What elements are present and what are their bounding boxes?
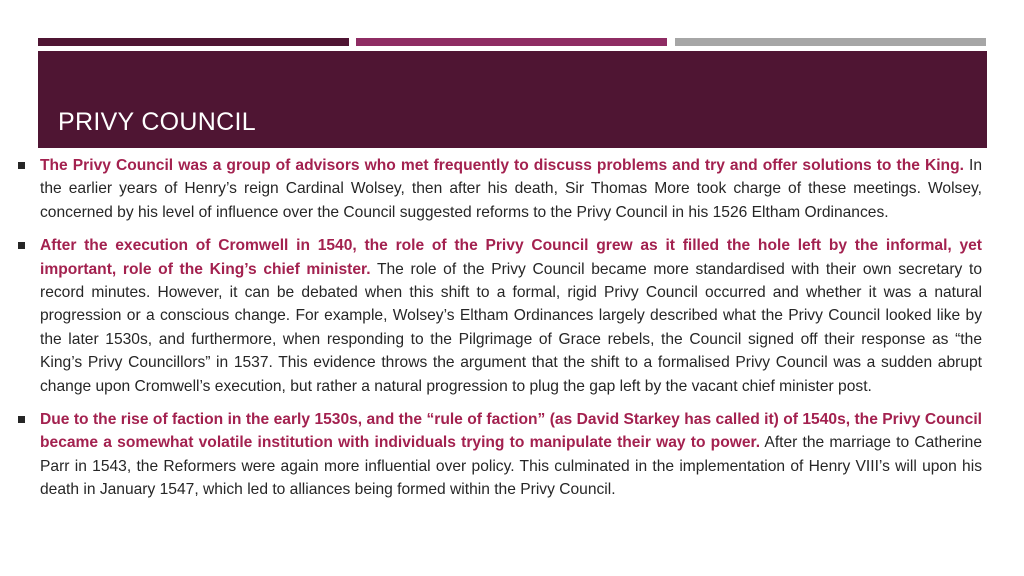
bullet-highlight-text: The Privy Council was a group of advisors who met frequently to discuss problems and try and offer solutions to the King. — [40, 157, 964, 174]
bullet-highlight-text: After the execution of Cromwell in 1540, the role of the Privy Council grew as it filled the hole left by the informal, yet important, role of the King’s chief minister. — [40, 237, 982, 278]
bullet-highlight-text: Due to the rise of faction in the early 1530s, and the “rule of faction” (as David Starkey has called it) of 1540s, the Privy Council became a somewhat volatile institution with individuals trying to manipulate their way to power. — [40, 411, 982, 452]
bullet-item — [18, 154, 982, 224]
square-bullet-icon — [18, 242, 25, 249]
bullet-body-text: After the marriage to Catherine Parr in 1543, the Reformers were again more influential over policy. This culminated in the implementation of Henry VIII’s will upon his death in January 1547, which led to alliances being formed within the Privy Council. — [40, 434, 982, 499]
decorative-bar-dark — [38, 38, 349, 46]
decorative-bar-grey — [675, 38, 986, 46]
title-band — [38, 51, 987, 148]
bullet-item — [18, 234, 982, 398]
decorative-bar-accent — [356, 38, 667, 46]
square-bullet-icon — [18, 162, 25, 169]
slide-title: PRIVY COUNCIL — [58, 108, 256, 136]
bullet-body-text: The role of the Privy Council became more standardised with their own secretary to record minutes. However, it can be debated when this shift to a formal, rigid Privy Council occurred and whether it was a natural progression or a conscious change. For example, Wolsey’s Eltham Ordinances largely described what the Privy Council looked like by the later 1530s, and furthermore, when responding to the Pilgrimage of Grace rebels, the Council signed off their response as “the King’s Privy Councillors” in 1537. This evidence throws the argument that the shift to a formalised Privy Council was a sudden abrupt change upon Cromwell’s execution, but rather a natural progression to plug the gap left by the vacant chief minister post. — [40, 260, 982, 395]
bullet-list — [18, 154, 982, 512]
bullet-body-text: In the earlier years of Henry’s reign Cardinal Wolsey, then after his death, Sir Thomas More took charge of these meetings. Wolsey, concerned by his level of influence over the Council suggested reforms to the Privy Council in his 1526 Eltham Ordinances. — [40, 157, 982, 221]
bullet-item — [18, 408, 982, 502]
square-bullet-icon — [18, 416, 25, 423]
